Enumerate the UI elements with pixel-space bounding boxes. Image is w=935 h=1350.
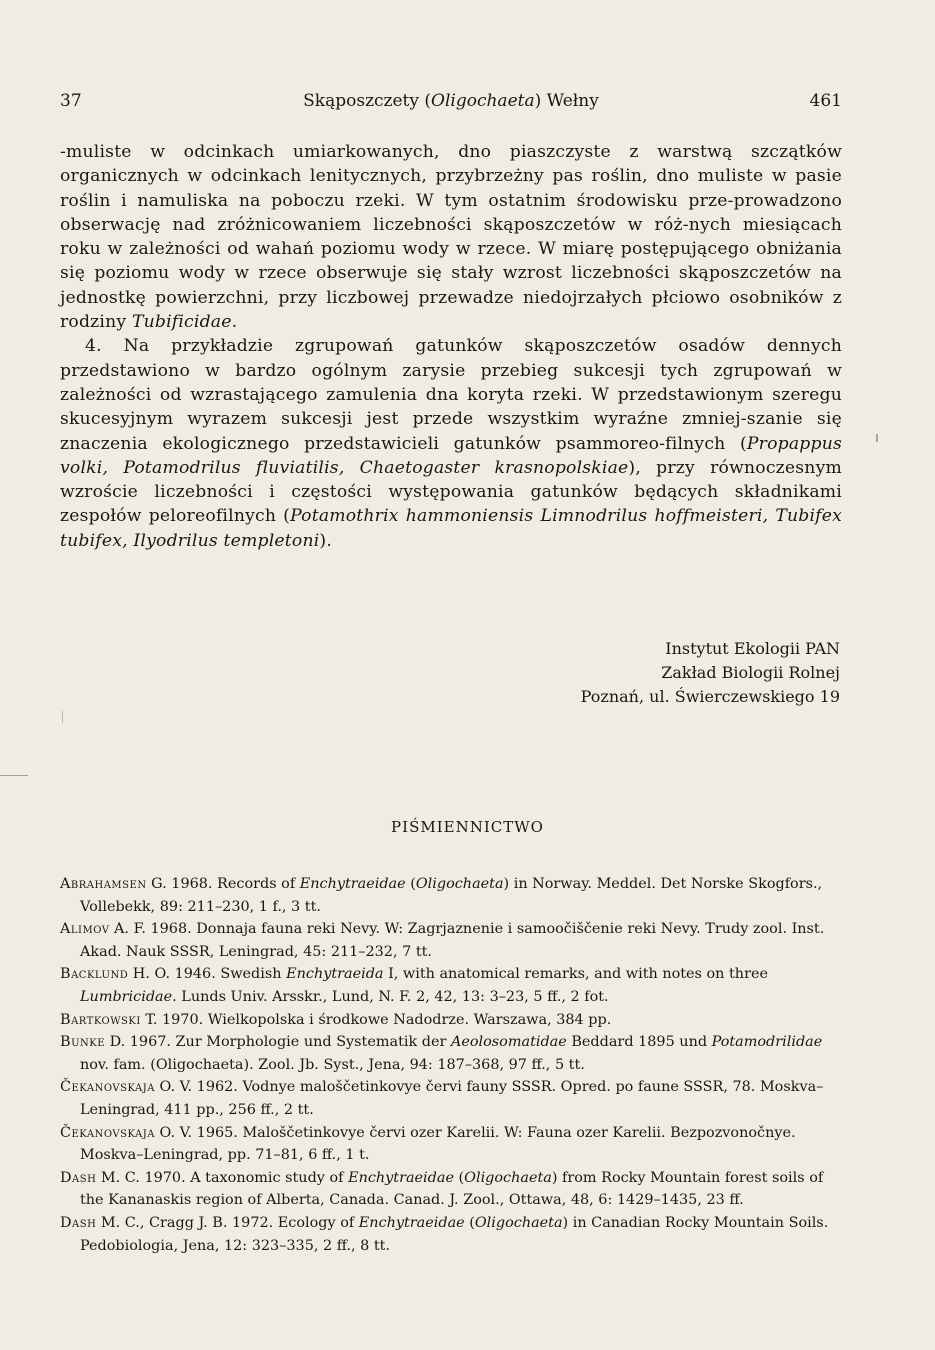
references-heading: PIŚMIENNICTWO [391, 818, 544, 836]
reference-entry: Dash M. C., Cragg J. B. 1972. Ecology of Enchytraeidae (Oligochaeta) in Canadian Rocky Mountain Soils. Pedobiologia, Jena, 12: 323–335, 2 ff., 8 tt. [60, 1214, 829, 1254]
reference-entry: Backlund H. O. 1946. Swedish Enchytraeida I, with anatomical remarks, and with notes on three Lumbricidae. Lunds Univ. Arsskr., Lund, N. F. 2, 42, 13: 3–23, 5 ff., 2 fot. [60, 966, 768, 1005]
reference-entry: Dash M. C. 1970. A taxonomic study of Enchytraeidae (Oligochaeta) from Rocky Mountain forest soils of the Kananaskis region of Alberta, Canada. Canad. J. Zool., Ottawa, 48, 6: 1429–1435, 23 ff. [60, 1169, 824, 1209]
references-list [60, 873, 842, 1257]
paragraph-1: -muliste w odcinkach umiarkowanych, dno piaszczyste z warstwą szczątków organicznych w odcinkach lenitycznych, przybrzeżny pas roślin, dno muliste w pasie roślin i namuliska na poboczu rzeki. W tym ostatnim środowisku prze-prowadzono obserwację nad zróżnicowaniem liczebności skąposzczetów w róż-nych miesiącach roku w zależności od wahań poziomu wody w rzece. W miarę postępującego obniżania się poziomu wody w rzece obserwuje się stały wzrost liczebności skąposzczetów na jednostkę powierzchni, przy liczbowej przewadze niedojrzałych płciowo osobników z rodziny Tubificidae. [60, 142, 842, 333]
reference-entry: Čekanovskaja O. V. 1965. Maloščetinkovye červi ozer Karelii. W: Fauna ozer Karelii. Bezpozvonočnye. Moskva–Leningrad, pp. 71–81, 6 ff., 1 t. [60, 1124, 796, 1164]
reference-entry: Čekanovskaja O. V. 1962. Vodnye maloščetinkovye červi fauny SSSR. Opred. po faune SSSR, 78. Moskva–Leningrad, 411 pp., 256 ff., 2 tt. [60, 1079, 824, 1118]
running-title: Skąposzczety (Oligochaeta) Wełny [303, 91, 599, 111]
affiliation-line: Poznań, ul. Świerczewskiego 19 [580, 687, 840, 706]
reference-entry: Bunke D. 1967. Zur Morphologie und Systematik der Aeolosomatidae Beddard 1895 und Potamodrilidae nov. fam. (Oligochaeta). Zool. Jb. Syst., Jena, 94: 187–368, 97 ff., 5 tt. [60, 1034, 823, 1073]
margin-tick [876, 434, 878, 442]
reference-entry: Abrahamsen G. 1968. Records of Enchytraeidae (Oligochaeta) in Norway. Meddel. Det Norske Skogfors., Vollebekk, 89: 211–230, 1 f., 3 tt. [60, 876, 823, 915]
affiliation-line: Zakład Biologii Rolnej [661, 663, 840, 682]
reference-entry: Alimov A. F. 1968. Donnaja fauna reki Nevy. W: Zagrjaznenie i samoočiščenie reki Nevy. Trudy zool. Inst. Akad. Nauk SSSR, Leningrad, 45: 211–232, 7 tt. [60, 921, 825, 960]
main-text [60, 140, 842, 553]
page-number-right: 461 [809, 91, 842, 111]
paragraph-2: 4. Na przykładzie zgrupowań gatunków skąposzczetów osadów dennych przedstawiono w bardzo ogólnym zarysie przebieg sukcesji tych zgrupowań w zależności od wzrastającego zamulenia dna koryta rzeki. W przedstawionym szeregu skucesyjnym wyrazem sukcesji jest przede wszystkim wyraźne zmniej-szanie się znaczenia ekologicznego przedstawicieli gatunków psammoreo-filnych (Propappus volki, Potamodrilus fluviatilis, Chaetogaster krasnopolskiae), przy równoczesnym wzroście liczebności i częstości występowania gatunków będących składnikami zespołów peloreofilnych (Potamothrix hammoniensis Limnodrilus hoffmeisteri, Tubifex tubifex, Ilyodrilus templetoni). [60, 336, 842, 551]
margin-mark [0, 775, 28, 776]
author-affiliation [581, 637, 840, 709]
page-number-left: 37 [60, 91, 82, 111]
affiliation-line: Instytut Ekologii PAN [665, 639, 840, 658]
reference-entry: Bartkowski T. 1970. Wielkopolska i środkowe Nadodrze. Warszawa, 384 pp. [60, 1011, 612, 1028]
margin-tick [62, 711, 63, 723]
